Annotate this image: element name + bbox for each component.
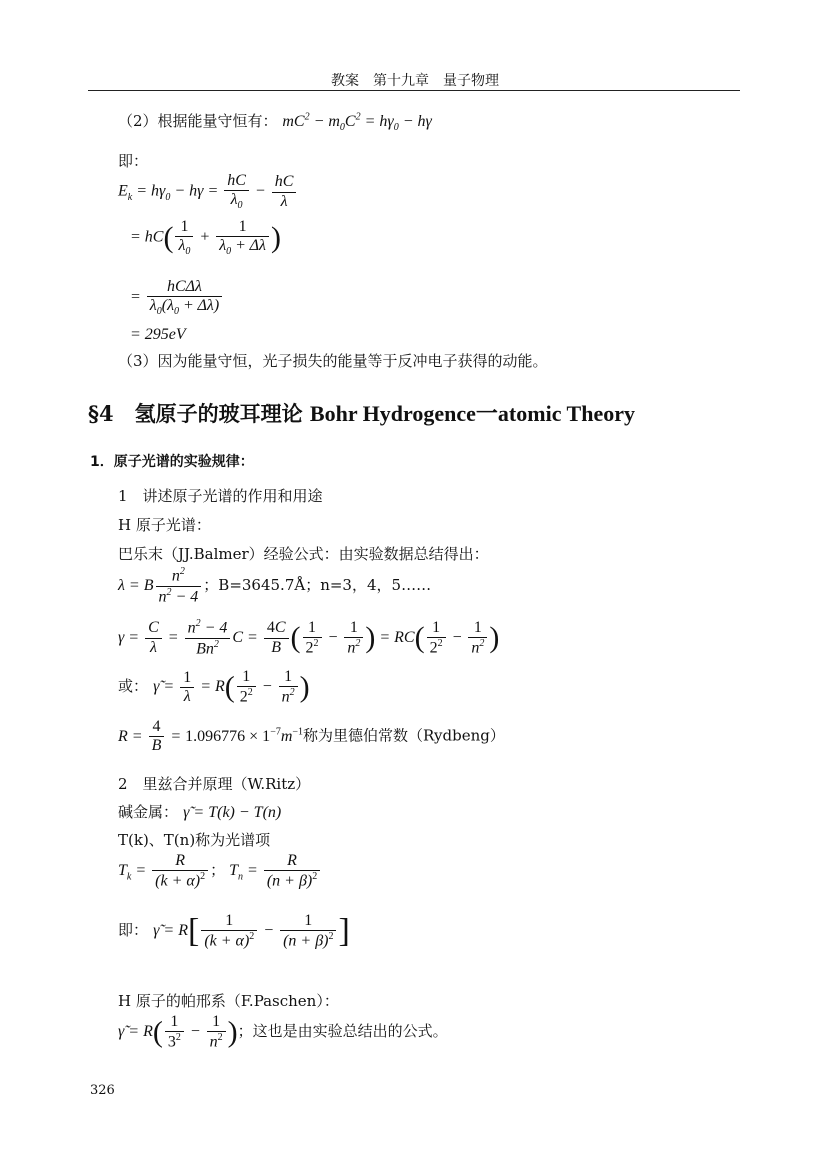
- ek-value: = 295eV: [130, 326, 186, 343]
- tilde-wavenumber-formula: γ̃ = $\frac{1}{\lambda}$ = R( $\frac{1}{2^2}$ − $\frac{1}{n^2}$ ): [153, 668, 310, 706]
- ek-equation-line1: $E_k = h\gamma_0 - h\gamma$ = $\frac{hC}{\lambda_0}$ − $\frac{hC}{\lambda}$: [118, 172, 298, 212]
- ji-label: 即：: [118, 152, 149, 170]
- spectral-terms-formula: $T_k$ = $\frac{R}{(k + \alpha)^2}$ ； $T_n$ = $\frac{R}{(n + \beta)^2}$: [118, 852, 322, 891]
- item3-text: （3）因为能量守恒，光子损失的能量等于反冲电子获得的动能。: [118, 352, 548, 370]
- paragraph-4: 2 里兹合并原理（W.Ritz）: [118, 775, 311, 793]
- alkali-label: 碱金属：: [118, 803, 179, 821]
- header-rule: [88, 90, 740, 91]
- balmer-note: ；B=3645.7Å；n=3，4，5……: [203, 575, 432, 594]
- item2-label: （2）根据能量守恒有：: [118, 112, 278, 130]
- energy-conservation-equation: $mC^2 - m_0C^2 = h\gamma_0 - h\gamma$: [282, 111, 432, 134]
- tilde-wavenumber-line: [118, 668, 310, 707]
- ritz-combined-formula: γ̃ = R[ $\frac{1}{(k + \alpha)^2}$ − $\frac{1}{(n + \beta)^2}$ ]: [153, 912, 350, 950]
- paschen-formula: γ̃ = R( $\frac{1}{3^2}$ − $\frac{1}{n^2}$ ): [118, 1013, 238, 1051]
- paschen-line: [118, 1013, 448, 1052]
- ek-equation-line2: = hC( $\frac{1}{\lambda_0}$ + $\frac{1}{\lambda_0 + \Delta\lambda}$ ): [130, 218, 281, 258]
- section-heading-cn: §4 氢原子的玻耳理论: [88, 401, 310, 426]
- section-heading-en: Bohr Hydrogence一atomic Theory: [309, 401, 635, 426]
- wavenumber-formula: γ = $\frac{C}{\lambda}$ = $\frac{n^2 - 4}{Bn^2}$ C = $\frac{4C}{B}$ ( $\frac{1}{2^2}$ − $\frac{1}{n^2}$ ) = RC( $\frac{1}{2^2}$ − $\frac{1}{n^2}$ ): [118, 618, 500, 658]
- ritz-combined-line: [118, 912, 350, 951]
- page-number: 326: [90, 1083, 115, 1098]
- ji-label-2: 即：: [118, 921, 149, 940]
- rydberg-formula: R = $\frac{4}{B}$ = $1.096776 \times 1^{-7}m^{-1}$: [118, 718, 304, 755]
- balmer-formula: λ = B $\frac{n^2}{n^2 - 4}$: [118, 577, 203, 594]
- paragraph-1: 1 讲述原子光谱的作用和用途: [118, 487, 323, 505]
- paschen-note: ；这也是由实验总结出的公式。: [237, 1022, 448, 1041]
- rydberg-line: [118, 718, 505, 756]
- huo-label: 或：: [118, 677, 149, 696]
- paragraph-8: H 原子的帕邢系（F.Paschen）：: [118, 992, 339, 1010]
- paragraph-3: 巴乐末（JJ.Balmer）经验公式：由实验数据总结得出：: [118, 545, 489, 563]
- paragraph-2: H 原子光谱：: [118, 516, 211, 534]
- ek-equation-line3: = $\frac{\text{hCΔλ}}{\lambda_0(\lambda_0 + \Delta\lambda)}$: [130, 278, 224, 318]
- alkali-formula: γ̃ = T(k) − T(n): [183, 804, 282, 821]
- alkali-line: [118, 801, 281, 822]
- energy-conservation-line: [118, 110, 432, 133]
- subsection-heading: 1．原子光谱的实验规律：: [90, 454, 254, 470]
- section-heading: [88, 397, 635, 428]
- paragraph-6: T(k)、T(n)称为光谱项: [118, 831, 271, 849]
- balmer-formula-line: [118, 566, 431, 606]
- page-header: 教案 第十九章 量子物理: [331, 73, 499, 89]
- rydberg-note: 称为里德伯常数（Rydbeng）: [303, 726, 505, 745]
